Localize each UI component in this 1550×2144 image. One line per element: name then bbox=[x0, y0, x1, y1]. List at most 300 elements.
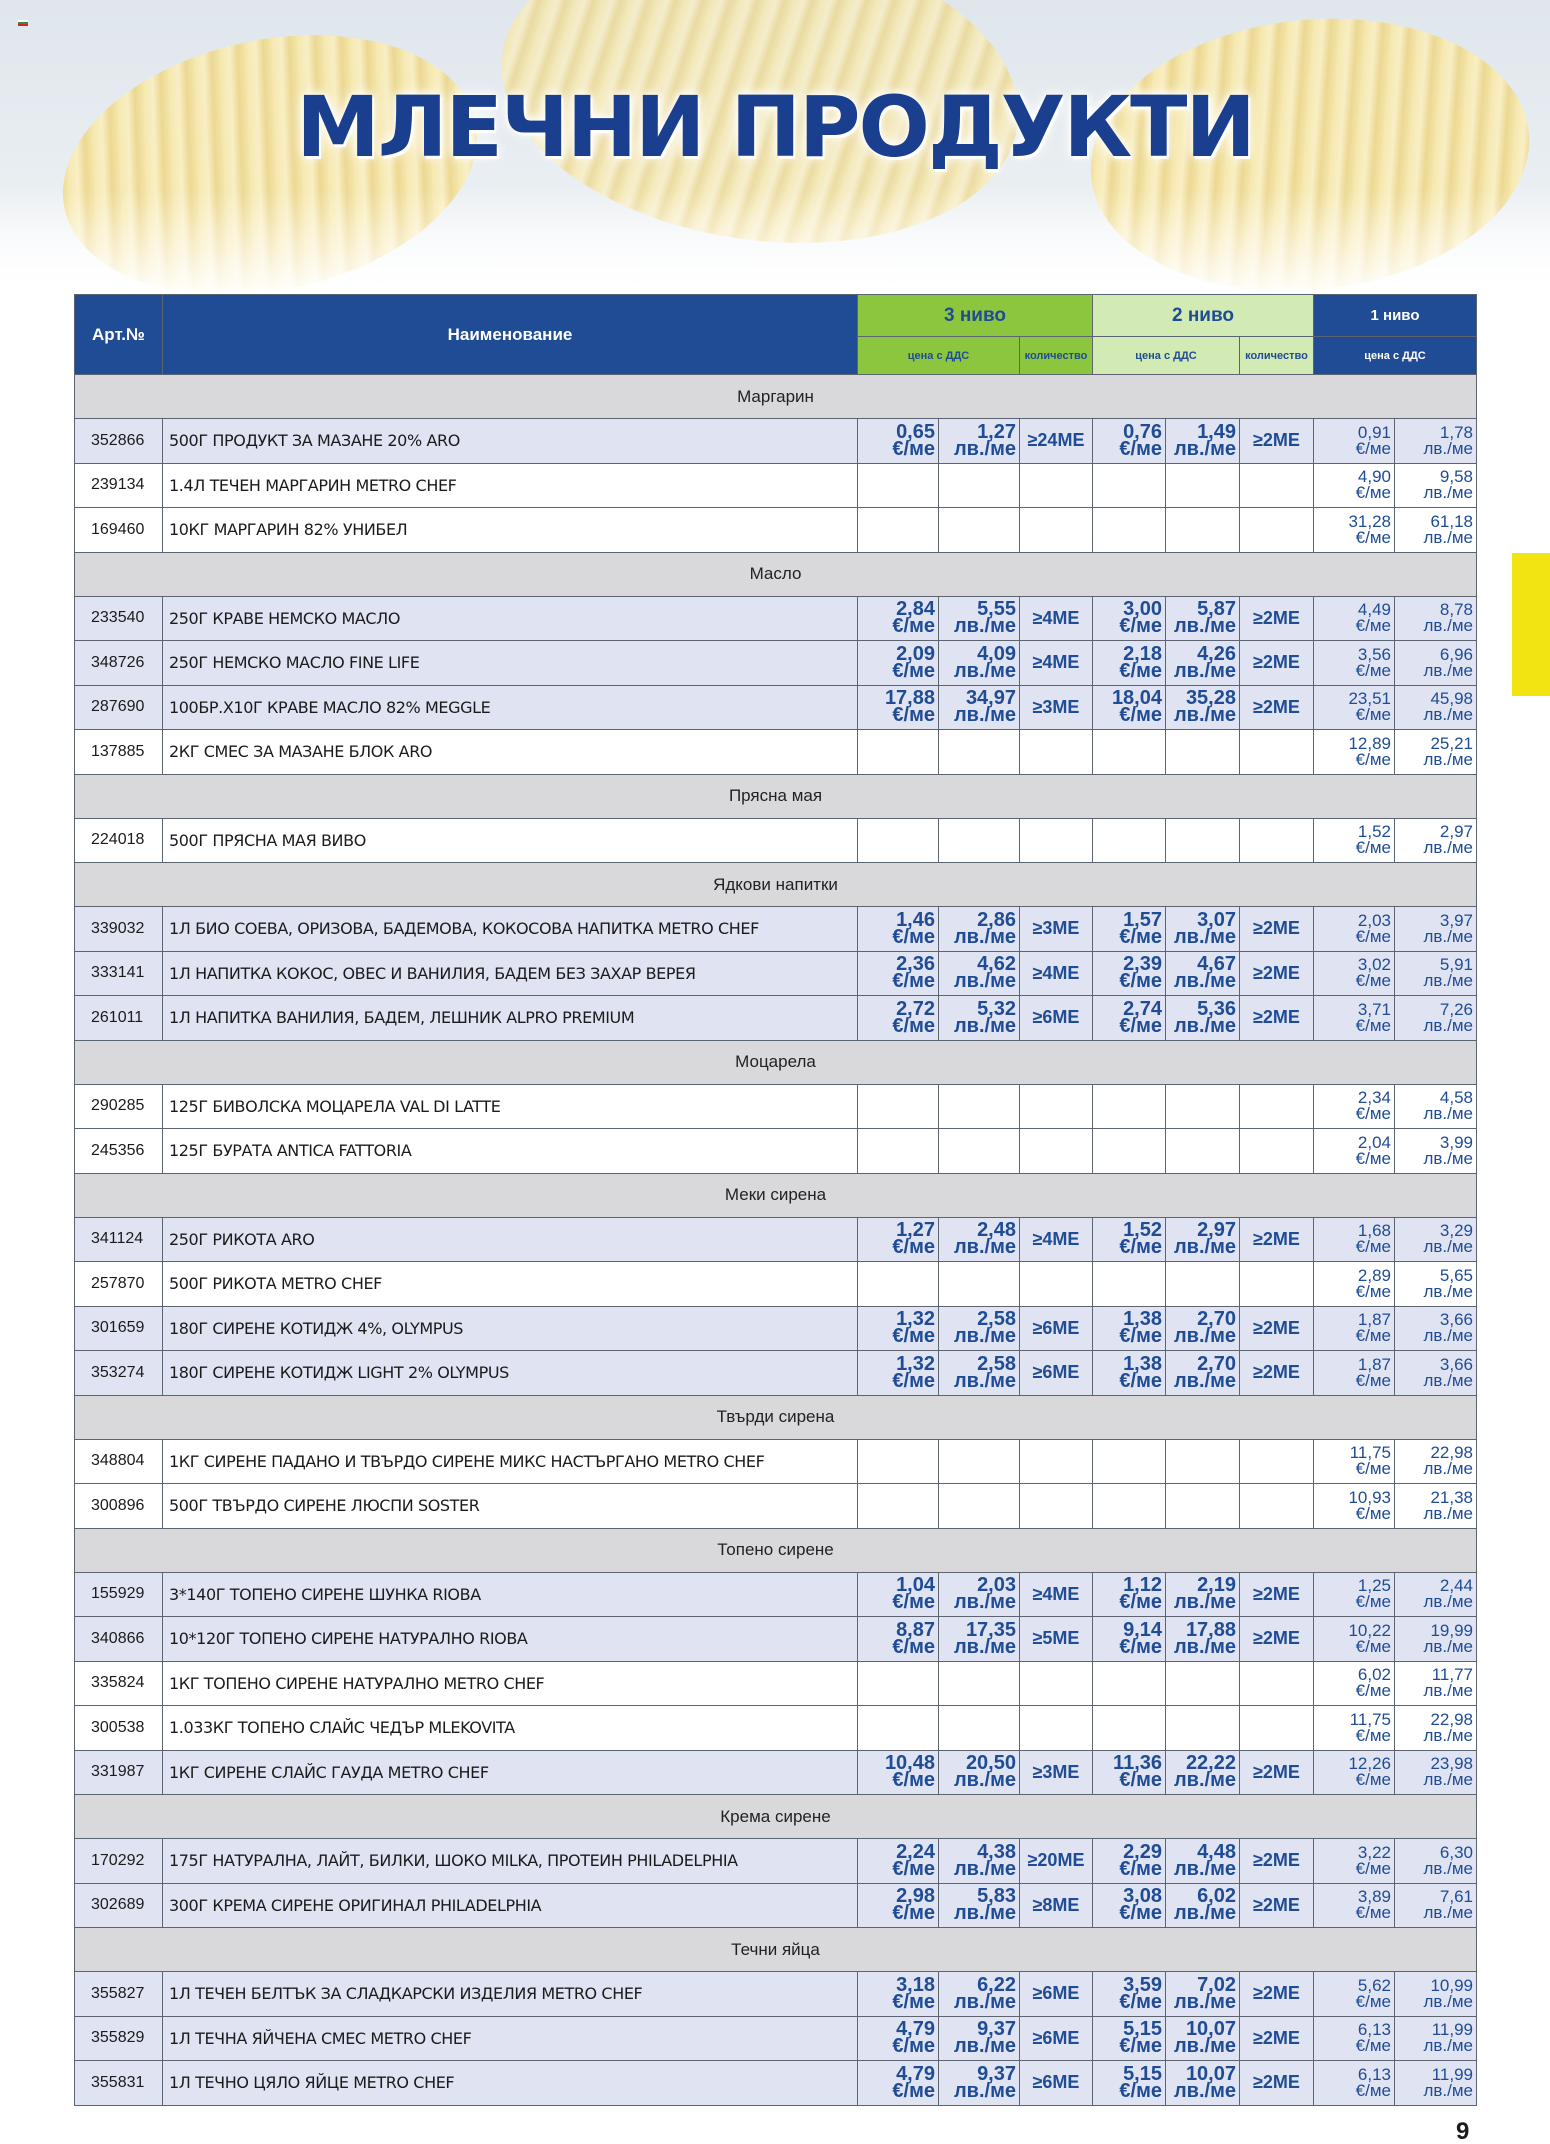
level2-quantity: ≥2МЕ bbox=[1240, 907, 1314, 952]
section-row bbox=[75, 1795, 1477, 1839]
level1-price-eur bbox=[1314, 996, 1395, 1041]
level2-price-eur bbox=[1093, 463, 1166, 508]
level3-price-bgn bbox=[939, 1972, 1020, 2017]
level2-price-bgn bbox=[1166, 1972, 1240, 2017]
product-name: 125Г БИВОЛСКА МОЦАРЕЛА VAL DI LATTE bbox=[163, 1084, 858, 1129]
table-row bbox=[75, 419, 1477, 464]
level3-quantity: ≥4МЕ bbox=[1020, 1572, 1093, 1617]
level3-quantity: ≥4МЕ bbox=[1020, 596, 1093, 641]
level3-price-eur-value: 4,79 bbox=[896, 2018, 935, 2041]
level1-price-bgn-value: 25,21 bbox=[1430, 733, 1474, 753]
level1-price-eur-unit: €/ме bbox=[1355, 926, 1391, 946]
section-title: Масло bbox=[75, 552, 1477, 596]
level3-price-bgn bbox=[939, 1883, 1020, 1928]
level3-price-bgn bbox=[939, 1129, 1020, 1174]
level3-quantity bbox=[1020, 1084, 1093, 1129]
level2-price-eur-unit: €/ме bbox=[1119, 1857, 1162, 1880]
subheader-level2-price: цена с ДДС bbox=[1093, 337, 1240, 375]
level2-price-eur bbox=[1093, 1883, 1166, 1928]
level2-price-eur-value: 5,15 bbox=[1123, 2062, 1162, 2085]
level3-price-bgn bbox=[939, 1839, 1020, 1884]
level3-price-eur-unit: €/ме bbox=[892, 1990, 935, 2013]
level2-price-bgn-unit: лв./ме bbox=[1173, 1635, 1236, 1658]
section-title: Топено сирене bbox=[75, 1528, 1477, 1572]
article-code: 333141 bbox=[75, 951, 163, 996]
table-row bbox=[75, 1617, 1477, 1662]
level2-price-bgn-unit: лв./ме bbox=[1173, 1325, 1236, 1348]
level1-price-eur-value: 1,87 bbox=[1357, 1354, 1391, 1374]
level1-price-bgn-unit: лв./ме bbox=[1423, 527, 1474, 547]
level1-price-bgn-value: 3,66 bbox=[1439, 1310, 1474, 1330]
level1-price-bgn-value: 11,99 bbox=[1431, 2064, 1474, 2084]
level2-quantity: ≥2МЕ bbox=[1240, 1217, 1314, 1262]
level2-price-bgn bbox=[1166, 1484, 1240, 1529]
level2-price-eur-value: 18,04 bbox=[1111, 687, 1162, 710]
level2-quantity bbox=[1240, 730, 1314, 775]
level3-quantity bbox=[1020, 818, 1093, 863]
level2-price-bgn bbox=[1166, 596, 1240, 641]
article-code: 155929 bbox=[75, 1572, 163, 1617]
level2-price-bgn bbox=[1166, 1439, 1240, 1484]
level3-quantity: ≥4МЕ bbox=[1020, 1217, 1093, 1262]
level1-price-bgn-unit: лв./ме bbox=[1423, 438, 1474, 458]
level1-price-bgn-value: 3,29 bbox=[1439, 1221, 1474, 1241]
level2-price-bgn bbox=[1166, 1883, 1240, 1928]
level1-price-eur bbox=[1314, 1484, 1395, 1529]
level3-quantity: ≥6МЕ bbox=[1020, 2061, 1093, 2106]
level3-price-bgn-value: 5,83 bbox=[977, 1885, 1016, 1908]
level1-price-eur-value: 3,71 bbox=[1357, 999, 1391, 1019]
level2-price-bgn-value: 5,87 bbox=[1197, 598, 1236, 621]
level2-price-eur-unit: €/ме bbox=[1119, 925, 1162, 948]
level1-price-bgn-value: 8,78 bbox=[1439, 600, 1474, 620]
level2-price-eur bbox=[1093, 508, 1166, 553]
level2-price-eur-value: 11,36 bbox=[1113, 1752, 1162, 1775]
section-row bbox=[75, 774, 1477, 818]
subheader-level1-price: цена с ДДС bbox=[1314, 337, 1477, 375]
section-row bbox=[75, 375, 1477, 419]
level3-price-bgn bbox=[939, 907, 1020, 952]
level1-price-eur-unit: €/ме bbox=[1355, 1681, 1391, 1701]
level1-price-bgn bbox=[1395, 1484, 1477, 1529]
level3-price-bgn-value: 2,86 bbox=[977, 908, 1016, 931]
level3-price-bgn-unit: лв./ме bbox=[953, 1369, 1016, 1392]
level3-quantity: ≥5МЕ bbox=[1020, 1617, 1093, 1662]
level1-price-eur-value: 1,25 bbox=[1357, 1576, 1391, 1596]
level3-quantity: ≥6МЕ bbox=[1020, 1351, 1093, 1396]
level1-price-bgn bbox=[1395, 996, 1477, 1041]
level1-price-bgn bbox=[1395, 463, 1477, 508]
level2-price-eur-unit: €/ме bbox=[1119, 1990, 1162, 2013]
product-name: 1КГ СИРЕНЕ СЛАЙС ГАУДА METRO CHEF bbox=[163, 1750, 858, 1795]
level3-price-eur-value: 1,32 bbox=[896, 1352, 935, 1375]
level2-price-eur-unit: €/ме bbox=[1119, 1014, 1162, 1037]
level2-quantity: ≥2МЕ bbox=[1240, 2016, 1314, 2061]
level1-price-bgn-unit: лв./ме bbox=[1423, 660, 1474, 680]
level3-quantity bbox=[1020, 1706, 1093, 1751]
table-row bbox=[75, 996, 1477, 1041]
level3-price-eur-value: 8,87 bbox=[896, 1618, 935, 1641]
level1-price-eur bbox=[1314, 463, 1395, 508]
level3-price-bgn bbox=[939, 1217, 1020, 1262]
level3-quantity: ≥3МЕ bbox=[1020, 907, 1093, 952]
level1-price-eur-unit: €/ме bbox=[1355, 1991, 1391, 2011]
level1-price-bgn-value: 4,58 bbox=[1439, 1088, 1474, 1108]
level3-price-eur-value: 1,04 bbox=[896, 1574, 935, 1597]
article-code: 233540 bbox=[75, 596, 163, 641]
level1-price-bgn bbox=[1395, 1306, 1477, 1351]
level1-price-bgn bbox=[1395, 596, 1477, 641]
level1-price-eur-unit: €/ме bbox=[1355, 749, 1391, 769]
level2-quantity: ≥2МЕ bbox=[1240, 1306, 1314, 1351]
column-header-name: Наименование bbox=[163, 295, 858, 375]
level1-price-eur-unit: €/ме bbox=[1355, 705, 1391, 725]
price-table bbox=[74, 294, 1477, 2106]
level2-price-eur-value: 3,08 bbox=[1123, 1885, 1162, 1908]
level2-price-bgn-unit: лв./ме bbox=[1173, 659, 1236, 682]
level1-price-eur-value: 2,03 bbox=[1357, 910, 1391, 930]
level2-price-eur bbox=[1093, 419, 1166, 464]
level1-price-bgn-unit: лв./ме bbox=[1423, 616, 1474, 636]
level3-price-eur-value: 2,72 bbox=[896, 997, 935, 1020]
table-row bbox=[75, 1750, 1477, 1795]
level1-price-eur-value: 2,04 bbox=[1357, 1132, 1391, 1152]
level2-price-eur bbox=[1093, 1972, 1166, 2017]
level2-price-bgn-value: 5,36 bbox=[1197, 997, 1236, 1020]
level1-price-eur-value: 12,89 bbox=[1348, 733, 1391, 753]
product-name: 180Г СИРЕНЕ КОТИДЖ 4%, OLYMPUS bbox=[163, 1306, 858, 1351]
table-row bbox=[75, 1484, 1477, 1529]
level2-price-bgn bbox=[1166, 730, 1240, 775]
level3-price-bgn bbox=[939, 641, 1020, 686]
level2-price-bgn-value: 35,28 bbox=[1185, 687, 1236, 710]
level2-price-bgn-value: 2,70 bbox=[1197, 1352, 1236, 1375]
level3-price-bgn-value: 6,22 bbox=[977, 1973, 1016, 1996]
article-code: 352866 bbox=[75, 419, 163, 464]
level2-price-eur-unit: €/ме bbox=[1119, 704, 1162, 727]
level3-price-bgn-unit: лв./ме bbox=[953, 1990, 1016, 2013]
level1-price-eur-unit: €/ме bbox=[1355, 1770, 1391, 1790]
level2-quantity bbox=[1240, 1706, 1314, 1751]
level1-price-eur-value: 11,75 bbox=[1349, 1443, 1391, 1463]
level1-price-bgn-value: 9,58 bbox=[1439, 467, 1474, 487]
level1-price-bgn bbox=[1395, 1750, 1477, 1795]
level3-price-eur-unit: €/ме bbox=[892, 1014, 935, 1037]
level2-quantity: ≥2МЕ bbox=[1240, 1839, 1314, 1884]
level1-price-bgn bbox=[1395, 685, 1477, 730]
product-name: 500Г РИКОТА METRO CHEF bbox=[163, 1262, 858, 1307]
level2-price-bgn-value: 2,19 bbox=[1197, 1574, 1236, 1597]
level3-price-bgn-value: 34,97 bbox=[965, 687, 1016, 710]
level3-price-eur bbox=[858, 1306, 939, 1351]
level2-price-eur-unit: €/ме bbox=[1119, 659, 1162, 682]
level3-price-bgn bbox=[939, 596, 1020, 641]
level2-price-eur-value: 2,39 bbox=[1123, 953, 1162, 976]
level3-price-eur bbox=[858, 1572, 939, 1617]
level2-price-bgn bbox=[1166, 1262, 1240, 1307]
level2-price-bgn-value: 10,07 bbox=[1185, 2018, 1236, 2041]
level1-price-eur-value: 10,22 bbox=[1348, 1620, 1391, 1640]
level3-price-eur bbox=[858, 641, 939, 686]
level1-price-bgn-unit: лв./ме bbox=[1423, 1503, 1474, 1523]
level3-price-eur bbox=[858, 1661, 939, 1706]
level3-quantity: ≥6МЕ bbox=[1020, 1972, 1093, 2017]
level1-price-eur bbox=[1314, 907, 1395, 952]
level3-price-bgn-value: 4,38 bbox=[977, 1840, 1016, 1863]
level1-price-bgn bbox=[1395, 1439, 1477, 1484]
level1-price-eur-value: 4,90 bbox=[1357, 467, 1391, 487]
article-code: 331987 bbox=[75, 1750, 163, 1795]
column-header-level1: 1 ниво bbox=[1314, 295, 1477, 337]
level2-price-eur-value: 3,59 bbox=[1123, 1973, 1162, 1996]
section-title: Моцарела bbox=[75, 1040, 1477, 1084]
level1-price-bgn bbox=[1395, 419, 1477, 464]
level2-price-eur bbox=[1093, 1617, 1166, 1662]
level1-price-bgn-value: 2,44 bbox=[1439, 1576, 1474, 1596]
level2-quantity bbox=[1240, 463, 1314, 508]
level1-price-bgn-value: 7,26 bbox=[1439, 999, 1474, 1019]
level3-price-bgn bbox=[939, 1262, 1020, 1307]
level3-price-bgn-unit: лв./ме bbox=[953, 437, 1016, 460]
level1-price-eur bbox=[1314, 419, 1395, 464]
level2-quantity bbox=[1240, 818, 1314, 863]
level3-price-bgn-value: 4,62 bbox=[977, 953, 1016, 976]
level1-price-eur-unit: €/ме bbox=[1355, 971, 1391, 991]
level1-price-eur-unit: €/ме bbox=[1355, 1903, 1391, 1923]
level2-price-bgn-unit: лв./ме bbox=[1173, 704, 1236, 727]
level1-price-eur bbox=[1314, 1750, 1395, 1795]
level1-price-bgn-unit: лв./ме bbox=[1423, 1681, 1474, 1701]
level1-price-bgn-unit: лв./ме bbox=[1423, 971, 1474, 991]
section-row bbox=[75, 1040, 1477, 1084]
level1-price-eur bbox=[1314, 1617, 1395, 1662]
flag-icon bbox=[18, 20, 28, 26]
level1-price-eur-unit: €/ме bbox=[1355, 1148, 1391, 1168]
level2-price-bgn bbox=[1166, 1750, 1240, 1795]
section-title: Меки сирена bbox=[75, 1173, 1477, 1217]
table-row bbox=[75, 685, 1477, 730]
section-row bbox=[75, 863, 1477, 907]
level2-price-bgn bbox=[1166, 1572, 1240, 1617]
level1-price-eur-unit: €/ме bbox=[1355, 838, 1391, 858]
level2-price-eur-value: 2,74 bbox=[1123, 997, 1162, 1020]
level1-price-eur bbox=[1314, 818, 1395, 863]
table-row bbox=[75, 1351, 1477, 1396]
level3-price-bgn bbox=[939, 996, 1020, 1041]
level2-quantity bbox=[1240, 508, 1314, 553]
level3-quantity: ≥3МЕ bbox=[1020, 685, 1093, 730]
level2-price-eur-value: 1,12 bbox=[1123, 1574, 1162, 1597]
level2-price-bgn bbox=[1166, 907, 1240, 952]
table-row bbox=[75, 1706, 1477, 1751]
level2-price-eur-value: 1,38 bbox=[1123, 1352, 1162, 1375]
table-row bbox=[75, 1306, 1477, 1351]
level1-price-eur-value: 6,02 bbox=[1357, 1665, 1391, 1685]
level3-price-eur-value: 2,09 bbox=[896, 642, 935, 665]
level2-quantity: ≥2МЕ bbox=[1240, 1351, 1314, 1396]
article-code: 340866 bbox=[75, 1617, 163, 1662]
level1-price-eur bbox=[1314, 685, 1395, 730]
level3-price-bgn bbox=[939, 2061, 1020, 2106]
level2-price-eur bbox=[1093, 1706, 1166, 1751]
product-name: 3*140Г ТОПЕНО СИРЕНЕ ШУНКА RIOBA bbox=[163, 1572, 858, 1617]
level3-price-bgn bbox=[939, 1617, 1020, 1662]
column-header-code: Арт.№ bbox=[75, 295, 163, 375]
level3-price-bgn-unit: лв./ме bbox=[953, 704, 1016, 727]
level3-price-eur bbox=[858, 1484, 939, 1529]
level2-price-eur-value: 1,38 bbox=[1123, 1308, 1162, 1331]
section-title: Ядкови напитки bbox=[75, 863, 1477, 907]
level3-price-bgn-unit: лв./ме bbox=[953, 925, 1016, 948]
level2-price-eur-unit: €/ме bbox=[1119, 2035, 1162, 2058]
level3-quantity bbox=[1020, 463, 1093, 508]
level3-price-bgn-unit: лв./ме bbox=[953, 1591, 1016, 1614]
banner-fade bbox=[0, 190, 1550, 300]
level3-price-bgn-value: 20,50 bbox=[965, 1752, 1016, 1775]
level3-price-eur bbox=[858, 1750, 939, 1795]
level2-price-bgn bbox=[1166, 641, 1240, 686]
product-name: 250Г НЕМСКО МАСЛО FINE LIFE bbox=[163, 641, 858, 686]
level1-price-eur-value: 3,22 bbox=[1357, 1842, 1391, 1862]
level2-price-eur-value: 1,52 bbox=[1123, 1219, 1162, 1242]
level2-price-eur bbox=[1093, 685, 1166, 730]
level3-price-bgn-value: 9,37 bbox=[977, 2018, 1016, 2041]
level1-price-eur bbox=[1314, 596, 1395, 641]
level1-price-eur-unit: €/ме bbox=[1355, 527, 1391, 547]
product-name: 1Л НАПИТКА ВАНИЛИЯ, БАДЕМ, ЛЕШНИК ALPRO PREMIUM bbox=[163, 996, 858, 1041]
level2-price-bgn bbox=[1166, 463, 1240, 508]
level1-price-eur-unit: €/ме bbox=[1355, 1636, 1391, 1656]
level1-price-eur bbox=[1314, 1706, 1395, 1751]
level1-price-eur bbox=[1314, 1883, 1395, 1928]
level2-price-bgn bbox=[1166, 1661, 1240, 1706]
level2-price-bgn-unit: лв./ме bbox=[1173, 437, 1236, 460]
table-row bbox=[75, 818, 1477, 863]
article-code: 339032 bbox=[75, 907, 163, 952]
level3-price-bgn bbox=[939, 1484, 1020, 1529]
level3-price-bgn bbox=[939, 508, 1020, 553]
level3-price-bgn-value: 1,27 bbox=[977, 420, 1016, 443]
level1-price-eur bbox=[1314, 1306, 1395, 1351]
product-name: 500Г ПРЯСНА МАЯ ВИВО bbox=[163, 818, 858, 863]
page-title: МЛЕЧНИ ПРОДУКТИ bbox=[296, 78, 1254, 176]
level3-price-bgn bbox=[939, 1750, 1020, 1795]
level3-quantity bbox=[1020, 1262, 1093, 1307]
level2-quantity bbox=[1240, 1084, 1314, 1129]
level3-price-eur-unit: €/ме bbox=[892, 2035, 935, 2058]
product-name: 1Л ТЕЧЕН БЕЛТЪК ЗА СЛАДКАРСКИ ИЗДЕЛИЯ METRO CHEF bbox=[163, 1972, 858, 2017]
product-name: 300Г КРЕМА СИРЕНЕ ОРИГИНАЛ PHILADELPHIA bbox=[163, 1883, 858, 1928]
level3-price-eur bbox=[858, 907, 939, 952]
level3-price-bgn-unit: лв./ме bbox=[953, 2079, 1016, 2102]
level2-price-bgn bbox=[1166, 996, 1240, 1041]
level1-price-bgn-value: 3,97 bbox=[1439, 910, 1474, 930]
level2-quantity: ≥2МЕ bbox=[1240, 1617, 1314, 1662]
article-code: 301659 bbox=[75, 1306, 163, 1351]
level1-price-bgn bbox=[1395, 1129, 1477, 1174]
level2-price-bgn-value: 3,07 bbox=[1197, 908, 1236, 931]
article-code: 169460 bbox=[75, 508, 163, 553]
level1-price-eur-unit: €/ме bbox=[1355, 438, 1391, 458]
level3-price-bgn-value: 2,48 bbox=[977, 1219, 1016, 1242]
level2-price-eur bbox=[1093, 2061, 1166, 2106]
level1-price-eur-value: 1,68 bbox=[1357, 1221, 1391, 1241]
level2-price-bgn-value: 1,49 bbox=[1197, 420, 1236, 443]
level3-price-eur-unit: €/ме bbox=[892, 615, 935, 638]
level3-price-eur-value: 4,79 bbox=[896, 2062, 935, 2085]
level2-price-eur-value: 0,76 bbox=[1123, 420, 1162, 443]
product-name: 250Г КРАВЕ НЕМСКО МАСЛО bbox=[163, 596, 858, 641]
level2-price-eur bbox=[1093, 641, 1166, 686]
level1-price-eur-value: 3,89 bbox=[1357, 1887, 1391, 1907]
level1-price-bgn-unit: лв./ме bbox=[1423, 1237, 1474, 1257]
level2-price-bgn-value: 6,02 bbox=[1197, 1885, 1236, 1908]
level1-price-bgn bbox=[1395, 1084, 1477, 1129]
level2-quantity bbox=[1240, 1484, 1314, 1529]
level1-price-eur bbox=[1314, 2061, 1395, 2106]
article-code: 224018 bbox=[75, 818, 163, 863]
table-row bbox=[75, 2061, 1477, 2106]
level3-price-eur bbox=[858, 1129, 939, 1174]
level2-price-eur-value: 3,00 bbox=[1123, 598, 1162, 621]
level3-price-bgn-unit: лв./ме bbox=[953, 1902, 1016, 1925]
subheader-level3-price: цена с ДДС bbox=[858, 337, 1020, 375]
level1-price-bgn bbox=[1395, 1617, 1477, 1662]
level1-price-eur bbox=[1314, 1439, 1395, 1484]
level2-price-eur-unit: €/ме bbox=[1119, 1369, 1162, 1392]
level3-price-eur-unit: €/ме bbox=[892, 1236, 935, 1259]
level1-price-eur-unit: €/ме bbox=[1355, 1281, 1391, 1301]
level1-price-eur-unit: €/ме bbox=[1355, 1237, 1391, 1257]
level1-price-bgn-unit: лв./ме bbox=[1423, 1281, 1474, 1301]
level2-quantity: ≥2МЕ bbox=[1240, 685, 1314, 730]
product-name: 500Г ПРОДУКТ ЗА МАЗАНЕ 20% ARO bbox=[163, 419, 858, 464]
level1-price-eur-value: 12,26 bbox=[1348, 1754, 1391, 1774]
level3-price-bgn bbox=[939, 818, 1020, 863]
level3-price-eur bbox=[858, 1351, 939, 1396]
product-name: 175Г НАТУРАЛНА, ЛАЙТ, БИЛКИ, ШОКО MILKA, ПРОТЕИН PHILADELPHIA bbox=[163, 1839, 858, 1884]
level1-price-bgn bbox=[1395, 2016, 1477, 2061]
product-name: 1Л ТЕЧНА ЯЙЧЕНА СМЕС METRO CHEF bbox=[163, 2016, 858, 2061]
level2-quantity: ≥2МЕ bbox=[1240, 1972, 1314, 2017]
product-name: 500Г ТВЪРДО СИРЕНЕ ЛЮСПИ SOSTER bbox=[163, 1484, 858, 1529]
level3-quantity bbox=[1020, 730, 1093, 775]
level3-price-bgn-value: 17,35 bbox=[965, 1618, 1016, 1641]
level3-price-bgn-unit: лв./ме bbox=[953, 970, 1016, 993]
level1-price-bgn-value: 19,99 bbox=[1430, 1620, 1474, 1640]
section-title: Прясна мая bbox=[75, 774, 1477, 818]
level1-price-bgn-unit: лв./ме bbox=[1423, 1459, 1474, 1479]
level2-price-eur bbox=[1093, 1217, 1166, 1262]
level1-price-bgn-unit: лв./ме bbox=[1423, 1148, 1474, 1168]
level3-price-bgn-unit: лв./ме bbox=[953, 1236, 1016, 1259]
level2-price-eur-unit: €/ме bbox=[1119, 2079, 1162, 2102]
article-code: 335824 bbox=[75, 1661, 163, 1706]
section-row bbox=[75, 1928, 1477, 1972]
level2-price-eur bbox=[1093, 907, 1166, 952]
level1-price-eur bbox=[1314, 1572, 1395, 1617]
level1-price-bgn bbox=[1395, 1351, 1477, 1396]
level3-price-bgn-unit: лв./ме bbox=[953, 1014, 1016, 1037]
level2-price-eur-unit: €/ме bbox=[1119, 1635, 1162, 1658]
product-name: 180Г СИРЕНЕ КОТИДЖ LIGHT 2% OLYMPUS bbox=[163, 1351, 858, 1396]
level1-price-bgn-value: 22,98 bbox=[1430, 1443, 1474, 1463]
level2-price-bgn-value: 17,88 bbox=[1185, 1618, 1236, 1641]
level3-price-eur-unit: €/ме bbox=[892, 1591, 935, 1614]
level3-price-eur bbox=[858, 1439, 939, 1484]
level3-quantity: ≥6МЕ bbox=[1020, 996, 1093, 1041]
product-name: 125Г БУРАТА ANTICA FATTORIA bbox=[163, 1129, 858, 1174]
